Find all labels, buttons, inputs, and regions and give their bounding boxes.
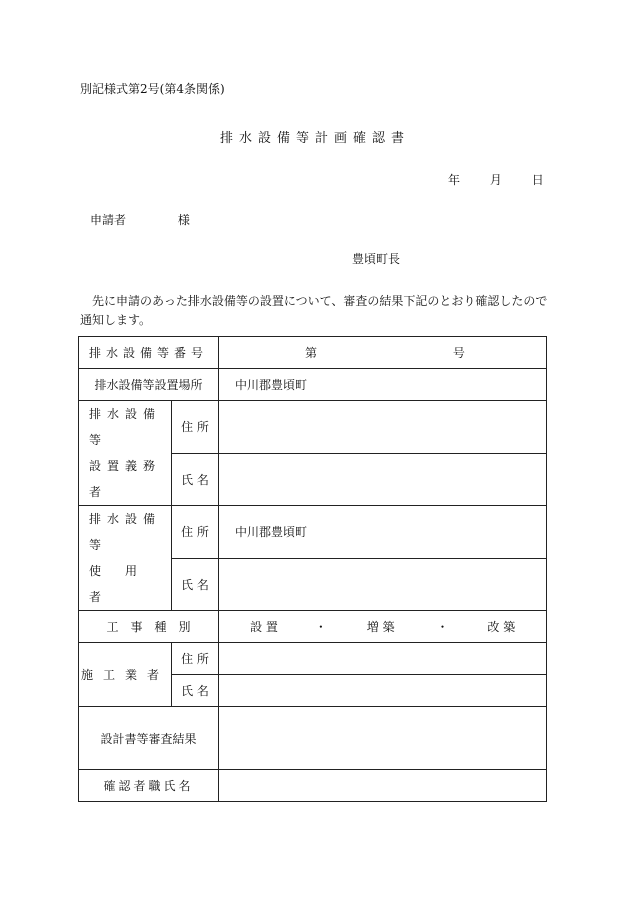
work-type-sep-1: ・ [314, 620, 327, 634]
date-line [448, 171, 544, 188]
applicant-suffix: 様 [177, 213, 190, 227]
review-value [219, 707, 547, 770]
work-type-label: 工 事 種 別 [79, 611, 219, 643]
user-address-value: 中川郡豊頃町 [219, 506, 547, 559]
work-type-install: 設 置 [250, 620, 278, 634]
work-type-extension: 増 築 [366, 620, 395, 634]
row-number [79, 337, 547, 369]
obligor-name-label: 氏 名 [172, 453, 219, 506]
date-year: 年 [448, 173, 461, 187]
user-label [79, 506, 172, 611]
confirmer-label: 確認者職氏名 [79, 770, 219, 802]
work-type-options [219, 611, 547, 643]
row-contractor-address [79, 643, 547, 675]
number-prefix: 第 [305, 346, 318, 360]
obligor-address-label: 住 所 [172, 401, 219, 454]
contractor-address-value [219, 643, 547, 675]
contractor-name-value [219, 675, 547, 707]
contractor-name-label: 氏 名 [172, 675, 219, 707]
obligor-label-line1: 排水設備等 [89, 407, 162, 447]
row-obligor-address [79, 401, 547, 454]
work-type-renovation: 改 築 [487, 620, 516, 634]
notice-text: 先に申請のあった排水設備等の設置について、審査の結果下記のとおり確認したので通知します。 [80, 294, 548, 327]
work-type-sep-2: ・ [436, 620, 449, 634]
location-label: 排水設備等設置場所 [79, 369, 219, 401]
user-name-value [219, 558, 547, 611]
number-suffix: 号 [452, 346, 465, 360]
issuer: 豊頃町長 [352, 252, 401, 266]
location-value: 中川郡豊頃町 [219, 369, 547, 401]
date-day: 日 [531, 173, 544, 187]
contractor-address-label: 住 所 [172, 643, 219, 675]
applicant-line [90, 211, 190, 228]
form-reference: 別記様式第2号(第4条関係) [80, 82, 225, 96]
number-label: 排水設備等番号 [79, 337, 219, 369]
obligor-address-value [219, 401, 547, 454]
contractor-label: 施工業者 [79, 643, 172, 707]
confirmation-table [78, 336, 547, 802]
row-work-type [79, 611, 547, 643]
user-label-line2: 使 用 者 [89, 564, 162, 604]
number-value-cell [219, 337, 547, 369]
user-name-label: 氏 名 [172, 558, 219, 611]
row-review [79, 707, 547, 770]
document-title: 排水設備等計画確認書 [219, 131, 410, 146]
obligor-label-line2: 設置義務者 [89, 459, 162, 499]
user-label-line1: 排水設備等 [89, 512, 162, 552]
obligor-name-value [219, 453, 547, 506]
confirmer-value [219, 770, 547, 802]
obligor-label [79, 401, 172, 506]
user-address-label: 住 所 [172, 506, 219, 559]
row-location [79, 369, 547, 401]
review-label: 設計書等審査結果 [79, 707, 219, 770]
row-confirmer [79, 770, 547, 802]
applicant-label: 申請者 [90, 213, 127, 227]
date-month: 月 [489, 173, 502, 187]
row-user-address [79, 506, 547, 559]
